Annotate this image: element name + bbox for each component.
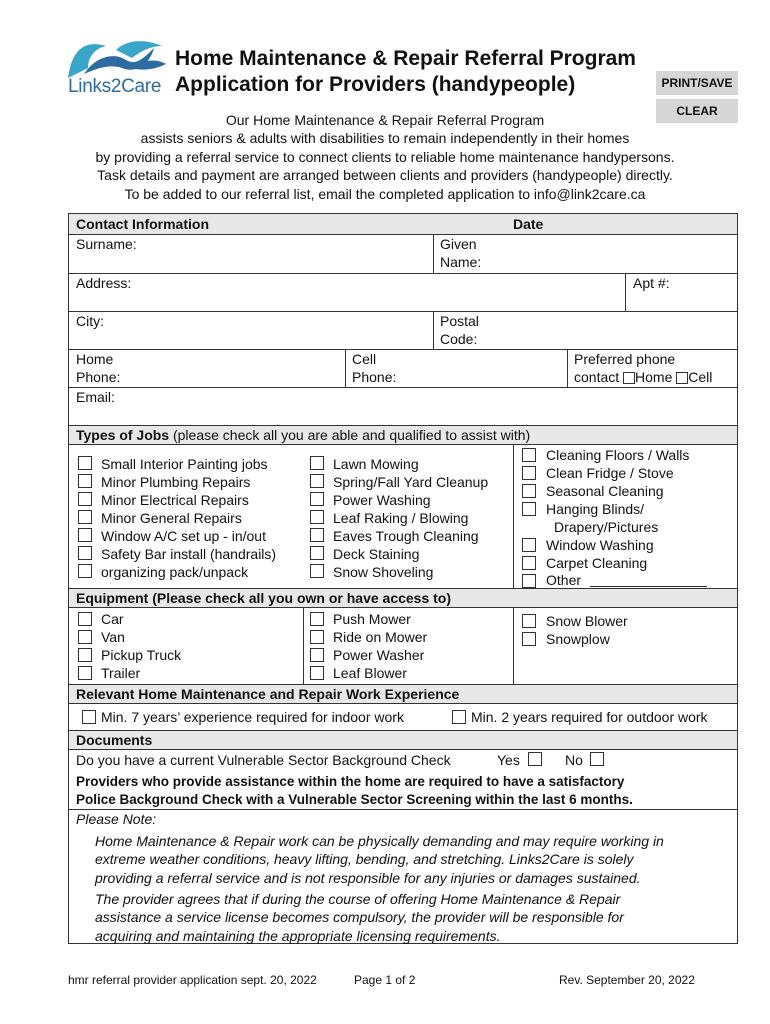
job-checkbox-electrical[interactable]	[78, 492, 92, 506]
license-note: The provider agrees that if during the course of offering Home Maintenance & Repair assistance a service license becomes compulsory, the provider will be responsible for acquiring and maintaining the appropriate licensing requirements.	[95, 891, 624, 944]
city-field[interactable]	[119, 314, 433, 350]
equipment-label: Push Mower	[333, 611, 411, 627]
date-label: Date	[513, 216, 544, 232]
job-label: Minor Electrical Repairs	[101, 492, 249, 508]
apt-label: Apt #:	[633, 275, 670, 291]
apt-field[interactable]	[675, 276, 737, 312]
job-label: Carpet Cleaning	[546, 555, 648, 571]
job-label: Safety Bar install (handrails)	[101, 546, 277, 562]
job-checkbox-hanging-blinds[interactable]	[522, 502, 536, 516]
please-note-label: Please Note:	[76, 811, 157, 827]
postal-code-label: Postal Code:	[440, 313, 479, 347]
home-phone-label: Home Phone:	[76, 351, 121, 385]
job-label: Leaf Raking / Blowing	[333, 510, 469, 526]
job-label: Hanging Blinds/	[546, 501, 645, 517]
job-label: Power Washing	[333, 492, 431, 508]
equipment-checkbox-push-mower[interactable]	[310, 612, 324, 626]
surname-field[interactable]	[144, 236, 433, 272]
cell-phone-field[interactable]	[404, 352, 568, 388]
equipment-label: Ride on Mower	[333, 629, 428, 645]
job-label: Window Washing	[546, 537, 654, 553]
address-label: Address:	[76, 275, 132, 291]
job-label: Eaves Trough Cleaning	[333, 528, 479, 544]
equipment-checkbox-snow-blower[interactable]	[522, 614, 536, 628]
given-name-label: Given Name:	[440, 236, 482, 270]
job-label: Cleaning Floors / Walls	[546, 447, 690, 463]
email-label: Email:	[76, 389, 115, 405]
job-checkbox-carpet-cleaning[interactable]	[522, 556, 536, 570]
equipment-checkbox-ride-mower[interactable]	[310, 630, 324, 644]
equipment-heading: Equipment (Please check all you own or have access to)	[76, 590, 452, 606]
job-label: Lawn Mowing	[333, 456, 419, 472]
equipment-checkbox-snowplow[interactable]	[522, 632, 536, 646]
equipment-checkbox-trailer[interactable]	[78, 666, 92, 680]
equipment-checkbox-power-washer[interactable]	[310, 648, 324, 662]
footer-doc-name: hmr referral provider application sept. 20, 2022	[68, 973, 317, 987]
job-checkbox-lawn-mowing[interactable]	[310, 456, 324, 470]
intro-text: Our Home Maintenance & Repair Referral Program assists seniors & adults with disabilities to remain independently in their homes by providing a referral service to connect clients to reliable home maintenance handypersons. Task details and payment are arranged between clients and providers (handypeople) directly. To be added to our referral list, email the completed application to info@link2care.ca	[95, 112, 675, 202]
background-check-no-checkbox[interactable]	[590, 752, 604, 766]
other-line: _______________	[590, 571, 707, 587]
job-checkbox-leaf-raking[interactable]	[310, 510, 324, 524]
date-field[interactable]	[559, 216, 733, 234]
given-name-field[interactable]	[494, 236, 736, 272]
equipment-label: Pickup Truck	[101, 647, 182, 663]
equipment-label: Leaf Blower	[333, 665, 407, 681]
equipment-checkbox-car[interactable]	[78, 612, 92, 626]
no-label: No	[565, 752, 583, 768]
equipment-label: Snowplow	[546, 631, 610, 647]
job-checkbox-other[interactable]	[522, 574, 536, 588]
equipment-label: Snow Blower	[546, 613, 628, 629]
job-checkbox-snow-shoveling[interactable]	[310, 564, 324, 578]
job-checkbox-yard-cleanup[interactable]	[310, 474, 324, 488]
preferred-contact-label: Preferred phone contact Home Cell	[574, 351, 713, 385]
email-field[interactable]	[124, 390, 733, 426]
job-checkbox-eaves-trough[interactable]	[310, 528, 324, 542]
city-label: City:	[76, 313, 104, 329]
job-checkbox-window-ac[interactable]	[78, 528, 92, 542]
experience-heading: Relevant Home Maintenance and Repair Work Experience	[76, 686, 460, 702]
job-checkbox-window-washing[interactable]	[522, 538, 536, 552]
job-checkbox-organizing[interactable]	[78, 564, 92, 578]
other-job-field[interactable]	[591, 571, 730, 588]
job-label: Deck Staining	[333, 546, 420, 562]
cell-phone-label: Cell Phone:	[352, 351, 397, 385]
job-label: Snow Shoveling	[333, 564, 434, 580]
preferred-cell-checkbox[interactable]	[676, 372, 688, 384]
clear-button[interactable]: CLEAR	[656, 99, 738, 123]
job-label: Minor Plumbing Repairs	[101, 474, 251, 490]
home-phone-field[interactable]	[129, 352, 343, 388]
job-label: Minor General Repairs	[101, 510, 242, 526]
equipment-checkbox-leaf-blower[interactable]	[310, 666, 324, 680]
job-label: Spring/Fall Yard Cleanup	[333, 474, 489, 490]
footer-revision: Rev. September 20, 2022	[559, 973, 695, 987]
equipment-label: Van	[101, 629, 125, 645]
equipment-label: Power Washer	[333, 647, 425, 663]
background-check-question: Do you have a current Vulnerable Sector Background Check	[76, 752, 451, 768]
yes-label: Yes	[497, 752, 520, 768]
job-checkbox-cleaning-floors[interactable]	[522, 448, 536, 462]
job-label: Small Interior Painting jobs	[101, 456, 268, 472]
equipment-label: Trailer	[101, 665, 141, 681]
equipment-checkbox-pickup[interactable]	[78, 648, 92, 662]
job-label: Clean Fridge / Stove	[546, 465, 674, 481]
postal-code-field[interactable]	[494, 314, 736, 350]
police-check-notice: Providers who provide assistance within the home are required to have a satisfactory Police Background Check with a Vulnerable Sector Screening within the last 6 months.	[76, 774, 633, 807]
page-title: Home Maintenance & Repair Referral Program Application for Providers (handypeople)	[175, 47, 636, 96]
outdoor-experience-checkbox[interactable]	[452, 710, 466, 724]
job-checkbox-painting[interactable]	[78, 456, 92, 470]
job-label: Other	[546, 572, 582, 588]
documents-heading: Documents	[76, 732, 153, 748]
physical-demands-note: Home Maintenance & Repair work can be physically demanding and may require working in extreme weather conditions, heavy lifting, bending, and stretching. Links2Care is solely providing a referral service and is not responsible for any injuries or damages sustained.	[95, 833, 664, 886]
outdoor-experience-label: Min. 2 years required for outdoor work	[471, 709, 708, 725]
footer-page-number: Page 1 of 2	[354, 973, 416, 987]
preferred-home-checkbox[interactable]	[623, 372, 635, 384]
job-label: Seasonal Cleaning	[546, 483, 664, 499]
job-checkbox-deck-staining[interactable]	[310, 546, 324, 560]
equipment-checkbox-van[interactable]	[78, 630, 92, 644]
address-field[interactable]	[144, 276, 623, 312]
documents-header	[69, 731, 737, 749]
logo-text: Links2Care	[68, 76, 162, 97]
job-checkbox-plumbing[interactable]	[78, 474, 92, 488]
job-checkbox-seasonal-cleaning[interactable]	[522, 484, 536, 498]
job-checkbox-power-washing[interactable]	[310, 492, 324, 506]
equipment-label: Car	[101, 611, 124, 627]
print-save-button[interactable]: PRINT/SAVE	[656, 71, 738, 95]
job-checkbox-safety-bar[interactable]	[78, 546, 92, 560]
jobs-heading: Types of Jobs (please check all you are able and qualified to assist with)	[76, 427, 531, 443]
indoor-experience-label: Min. 7 years’ experience required for indoor work	[101, 709, 404, 725]
contact-heading: Contact Information	[76, 216, 209, 232]
job-label: organizing pack/unpack	[101, 564, 249, 580]
job-label-continued: Drapery/Pictures	[554, 519, 659, 535]
background-check-yes-checkbox[interactable]	[528, 752, 542, 766]
job-checkbox-clean-fridge[interactable]	[522, 466, 536, 480]
indoor-experience-checkbox[interactable]	[82, 710, 96, 724]
application-form	[68, 213, 738, 944]
surname-label: Surname:	[76, 236, 137, 252]
job-checkbox-general[interactable]	[78, 510, 92, 524]
job-label: Window A/C set up - in/out	[101, 528, 266, 544]
